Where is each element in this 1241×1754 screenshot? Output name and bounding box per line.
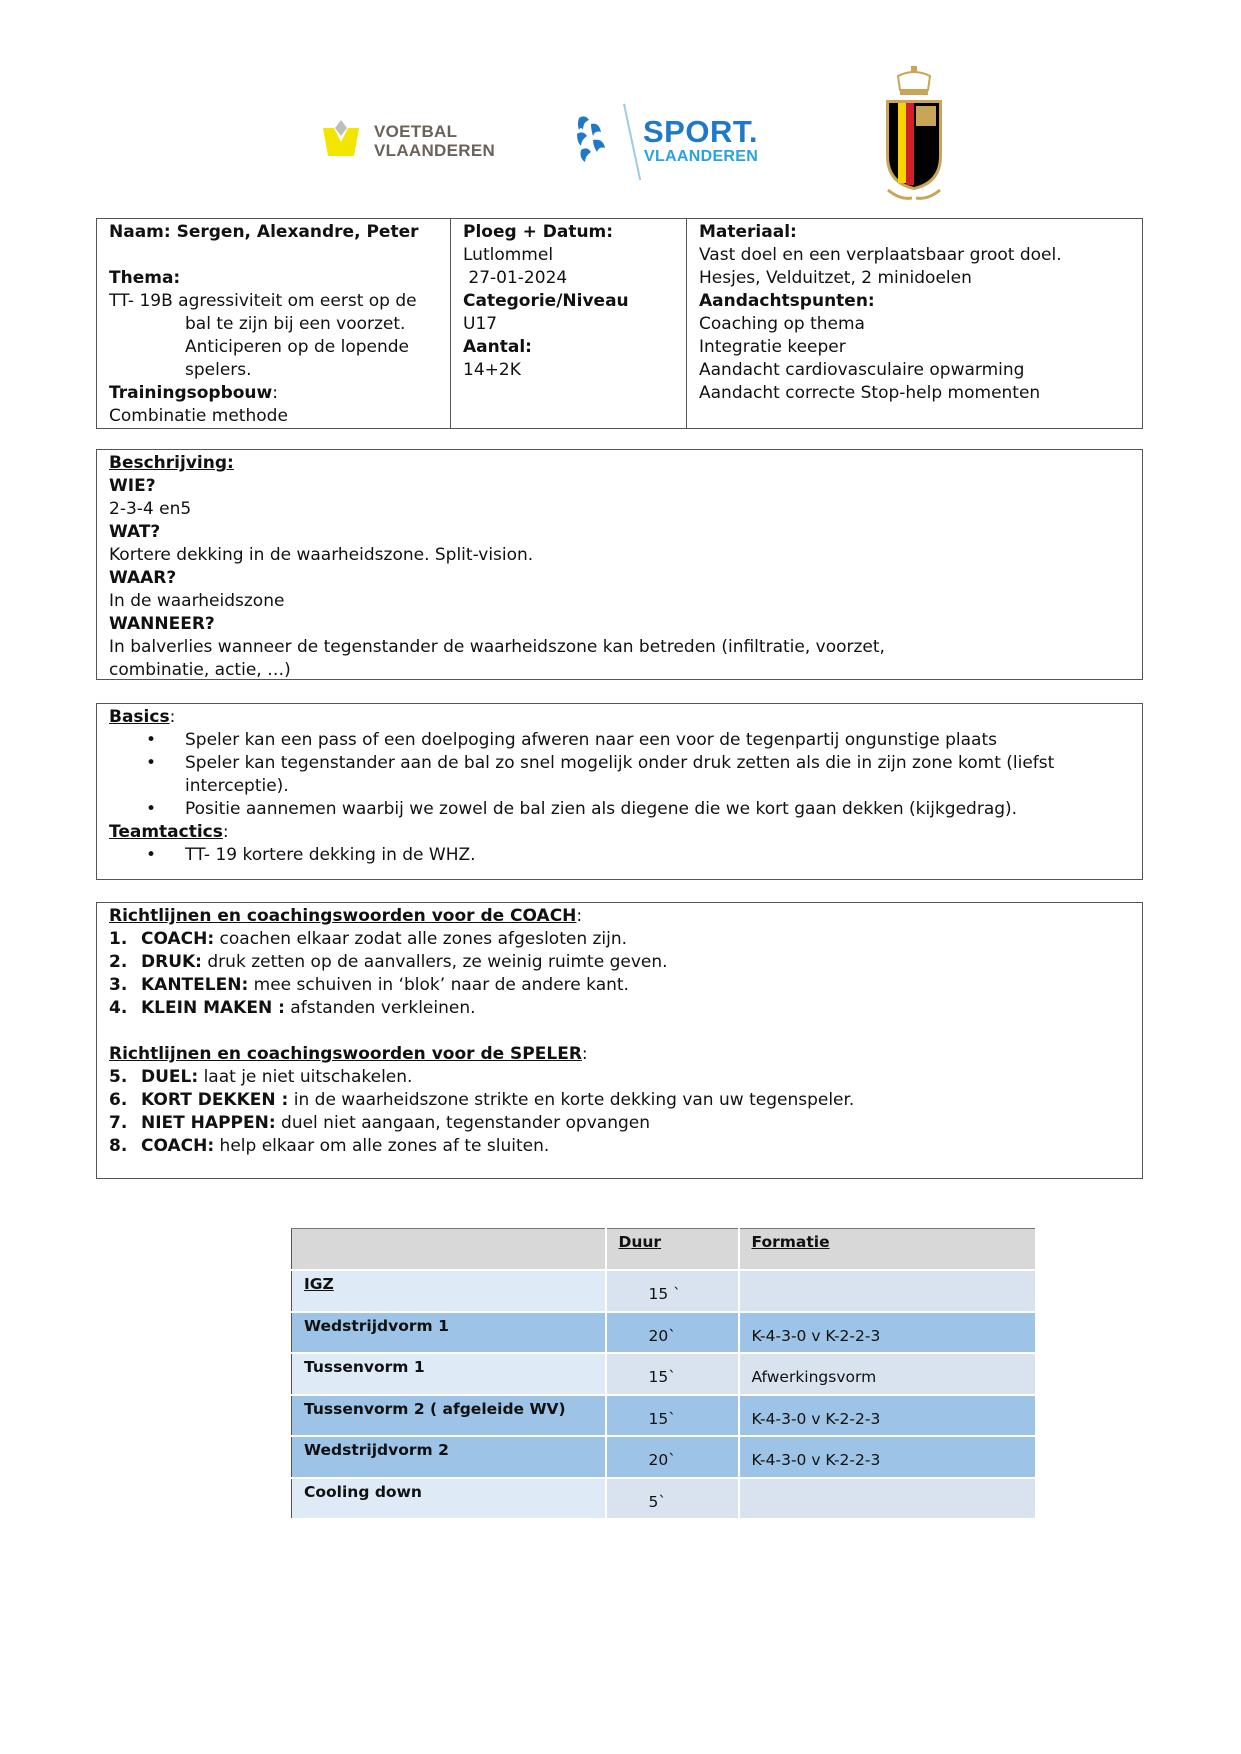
voetbal-vlaanderen-logo bbox=[320, 118, 510, 168]
wanneer-label: WANNEER? bbox=[109, 614, 215, 634]
item-text: help elkaar om alle zones af te sluiten. bbox=[214, 1136, 550, 1156]
datum-value: 27-01-2024 bbox=[463, 268, 568, 288]
thema-label: Thema: bbox=[109, 268, 181, 288]
spacer bbox=[109, 1020, 1130, 1043]
item-text: duel niet aangaan, tegenstander opvangen bbox=[275, 1113, 650, 1133]
aantal-value: 14+2K bbox=[463, 360, 521, 380]
voetbal-vlaanderen-mark-icon bbox=[320, 118, 362, 160]
aandachtspunt-item: Aandacht cardiovasculaire opwarming bbox=[699, 360, 1025, 380]
item-text: druk zetten op de aanvallers, ze weinig ruimte geven. bbox=[201, 952, 668, 972]
teamtactics-title: Teamtactics bbox=[109, 822, 223, 842]
aandachtspunt-item: Integratie keeper bbox=[699, 337, 846, 357]
item-key: DUEL: bbox=[141, 1067, 199, 1087]
row-name: Wedstrijdvorm 1 bbox=[292, 1312, 606, 1354]
item-text: afstanden verkleinen. bbox=[284, 998, 476, 1018]
training-schedule-table bbox=[291, 1228, 1037, 1520]
rbfa-crest-icon bbox=[878, 66, 950, 206]
row-duur: 15` bbox=[606, 1353, 739, 1395]
info-column-material bbox=[687, 219, 1142, 428]
item-text: in de waarheidszone strikte en korte dekking van uw tegenspeler. bbox=[288, 1090, 855, 1110]
thema-value-cont: spelers. bbox=[185, 360, 252, 380]
thema-value: TT- 19B agressiviteit om eerst op de bbox=[109, 291, 417, 311]
row-name: IGZ bbox=[292, 1270, 606, 1312]
header-onderdeel bbox=[292, 1229, 606, 1271]
thema-value-cont: Anticiperen op de lopende bbox=[185, 337, 410, 357]
basics-title: Basics bbox=[109, 707, 170, 727]
speler-item bbox=[109, 1112, 1130, 1135]
item-text: coachen elkaar zodat alle zones afgesloten zijn. bbox=[214, 929, 628, 949]
item-key: KANTELEN: bbox=[141, 975, 249, 995]
basics-list bbox=[109, 729, 1130, 821]
basics-item: • Speler kan tegenstander aan de bal zo snel mogelijk onder druk zetten als die in zijn zone komt (liefst interceptie). bbox=[109, 752, 1130, 798]
ploeg-datum-label: Ploeg + Datum: bbox=[463, 222, 614, 242]
header-duur: Duur bbox=[606, 1229, 739, 1271]
coach-title: Richtlijnen en coachingswoorden voor de COACH bbox=[109, 906, 577, 926]
table-row bbox=[292, 1436, 1037, 1478]
logo-line2: VLAANDEREN bbox=[374, 141, 496, 160]
logo-line1: VOETBAL bbox=[374, 122, 458, 141]
item-key: NIET HAPPEN: bbox=[141, 1113, 276, 1133]
session-info-table bbox=[96, 218, 1143, 429]
coaching-section bbox=[96, 902, 1143, 1179]
speler-item bbox=[109, 1089, 1130, 1112]
item-number: 4. bbox=[109, 998, 128, 1018]
teamtactics-heading bbox=[109, 821, 1130, 844]
row-formatie: K-4-3-0 v K-2-2-3 bbox=[739, 1312, 1037, 1354]
trainingsopbouw-label bbox=[109, 382, 438, 405]
vlaanderen-text: VLAANDEREN bbox=[644, 148, 759, 165]
row-name: Cooling down bbox=[292, 1478, 606, 1520]
coach-heading bbox=[109, 905, 1130, 928]
basics-section bbox=[96, 703, 1143, 880]
row-duur: 15` bbox=[606, 1395, 739, 1437]
trainingsopbouw-value: Combinatie methode bbox=[109, 406, 288, 426]
info-column-team bbox=[451, 219, 687, 428]
item-number: 8. bbox=[109, 1136, 128, 1156]
row-duur: 15 ` bbox=[606, 1270, 739, 1312]
wanneer-value: In balverlies wanneer de tegenstander de waarheidszone kan betreden (infiltratie, voorzet, bbox=[109, 637, 885, 657]
aandachtspunten-label: Aandachtspunten: bbox=[699, 291, 875, 311]
row-duur: 20` bbox=[606, 1436, 739, 1478]
sport-text: SPORT. bbox=[643, 114, 758, 149]
speler-heading bbox=[109, 1043, 1130, 1066]
item-text: mee schuiven in ‘blok’ naar de andere kant. bbox=[248, 975, 629, 995]
info-column-name-theme bbox=[97, 219, 451, 428]
item-key: KORT DEKKEN : bbox=[141, 1090, 289, 1110]
basics-heading bbox=[109, 706, 1130, 729]
basics-item: • Positie aannemen waarbij we zowel de bal zien als diegene die we kort gaan dekken (kijkgedrag). bbox=[109, 798, 1130, 821]
wanneer-value: combinatie, actie, …) bbox=[109, 660, 291, 680]
item-text: laat je niet uitschakelen. bbox=[198, 1067, 413, 1087]
item-number: 3. bbox=[109, 975, 128, 995]
naam-field: Naam: Sergen, Alexandre, Peter bbox=[109, 222, 419, 242]
logo-divider bbox=[623, 104, 641, 181]
waar-value: In de waarheidszone bbox=[109, 591, 285, 611]
row-name: Wedstrijdvorm 2 bbox=[292, 1436, 606, 1478]
speler-item bbox=[109, 1135, 1130, 1158]
row-formatie: K-4-3-0 v K-2-2-3 bbox=[739, 1436, 1037, 1478]
colon: : bbox=[169, 707, 176, 727]
logo-bar bbox=[0, 66, 1241, 216]
item-number: 5. bbox=[109, 1067, 128, 1087]
section-title: Beschrijving: bbox=[109, 453, 234, 473]
categorie-label: Categorie/Niveau bbox=[463, 291, 629, 311]
row-formatie: K-4-3-0 v K-2-2-3 bbox=[739, 1395, 1037, 1437]
rbfa-crest-logo bbox=[878, 66, 950, 206]
table-row bbox=[292, 1312, 1037, 1354]
coach-item bbox=[109, 928, 1130, 951]
wat-label: WAT? bbox=[109, 522, 161, 542]
item-key: COACH: bbox=[141, 1136, 215, 1156]
item-key: KLEIN MAKEN : bbox=[141, 998, 285, 1018]
table-row bbox=[292, 1270, 1037, 1312]
item-number: 2. bbox=[109, 952, 128, 972]
basics-item: • Speler kan een pass of een doelpoging afweren naar een voor de tegenpartij ongunstige plaats bbox=[109, 729, 1130, 752]
flemish-lion-icon bbox=[573, 112, 609, 164]
materiaal-value: Vast doel en een verplaatsbaar groot doel. bbox=[699, 245, 1062, 265]
wie-label: WIE? bbox=[109, 476, 156, 496]
speler-item bbox=[109, 1066, 1130, 1089]
wie-value: 2-3-4 en5 bbox=[109, 499, 192, 519]
table-row bbox=[292, 1353, 1037, 1395]
header-formatie: Formatie bbox=[739, 1229, 1037, 1271]
coach-item bbox=[109, 974, 1130, 997]
aantal-label: Aantal: bbox=[463, 337, 532, 357]
voetbal-vlaanderen-text bbox=[374, 122, 495, 160]
item-number: 6. bbox=[109, 1090, 128, 1110]
trainingsopbouw-label-text: Trainingsopbouw bbox=[109, 383, 273, 403]
item-number: 7. bbox=[109, 1113, 128, 1133]
item-key: COACH: bbox=[141, 929, 215, 949]
row-name: Tussenvorm 2 ( afgeleide WV) bbox=[292, 1395, 606, 1437]
colon: : bbox=[222, 822, 229, 842]
table-row bbox=[292, 1395, 1037, 1437]
aandachtspunt-item: Coaching op thema bbox=[699, 314, 865, 334]
spacer bbox=[109, 244, 438, 267]
aandachtspunt-item: Aandacht correcte Stop-help momenten bbox=[699, 383, 1041, 403]
item-key: DRUK: bbox=[141, 952, 202, 972]
materiaal-value: Hesjes, Velduitzet, 2 minidoelen bbox=[699, 268, 972, 288]
row-formatie bbox=[739, 1270, 1037, 1312]
row-formatie: Afwerkingsvorm bbox=[739, 1353, 1037, 1395]
colon: : bbox=[272, 383, 278, 403]
coach-item bbox=[109, 997, 1130, 1020]
categorie-value: U17 bbox=[463, 314, 498, 334]
row-formatie bbox=[739, 1478, 1037, 1520]
row-name: Tussenvorm 1 bbox=[292, 1353, 606, 1395]
table-header-row bbox=[292, 1229, 1037, 1271]
table-row bbox=[292, 1478, 1037, 1520]
beschrijving-section bbox=[96, 449, 1143, 680]
teamtactics-list bbox=[109, 844, 1130, 867]
colon: : bbox=[581, 1044, 588, 1064]
teamtactics-item: • TT- 19 kortere dekking in de WHZ. bbox=[109, 844, 1130, 867]
coach-item bbox=[109, 951, 1130, 974]
sport-vlaanderen-logo bbox=[573, 104, 783, 184]
item-number: 1. bbox=[109, 929, 128, 949]
waar-label: WAAR? bbox=[109, 568, 177, 588]
row-duur: 5` bbox=[606, 1478, 739, 1520]
thema-value-cont: bal te zijn bij een voorzet. bbox=[185, 314, 406, 334]
wat-value: Kortere dekking in de waarheidszone. Split-vision. bbox=[109, 545, 534, 565]
materiaal-label: Materiaal: bbox=[699, 222, 797, 242]
ploeg-value: Lutlommel bbox=[463, 245, 554, 265]
speler-title: Richtlijnen en coachingswoorden voor de SPELER bbox=[109, 1044, 582, 1064]
row-duur: 20` bbox=[606, 1312, 739, 1354]
colon: : bbox=[576, 906, 583, 926]
